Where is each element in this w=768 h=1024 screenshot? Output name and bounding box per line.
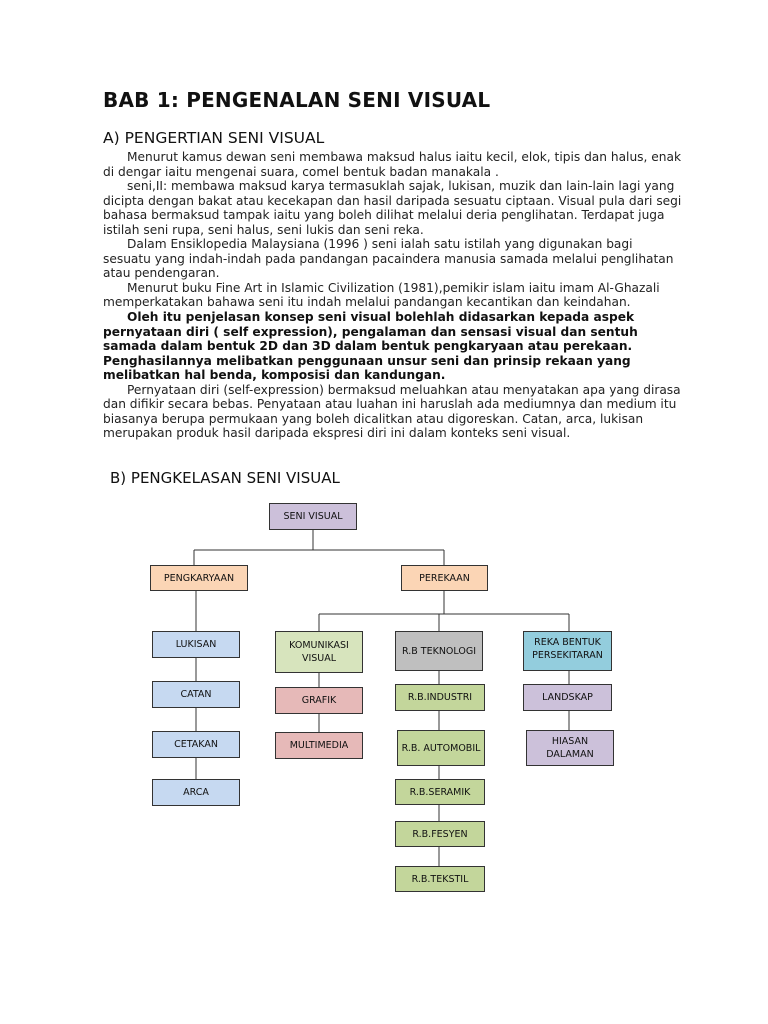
paragraph-ensiklopedia: Dalam Ensiklopedia Malaysiana (1996 ) seni ialah satu istilah yang digunakan bagi sesuatu yang indah-indah pada pandangan pacaindera manusia samada melalui penglihatan atau pendengaran.	[103, 237, 674, 281]
node-arca: ARCA	[152, 779, 240, 806]
node-hiasan-dalaman: HIASAN DALAMAN	[526, 730, 614, 766]
node-rb-teknologi: R.B TEKNOLOGI	[395, 631, 483, 671]
paragraph-kamus-dewan: Menurut kamus dewan seni membawa maksud halus iaitu kecil, elok, tipis dan halus, enak di dengar iaitu mengenai suara, comel bentuk badan manakala .	[103, 150, 682, 179]
section-a-heading: A) PENGERTIAN SENI VISUAL	[103, 129, 325, 147]
node-komunikasi-visual: KOMUNIKASI VISUAL	[275, 631, 363, 673]
node-seni-visual: SENI VISUAL	[269, 503, 357, 530]
node-reka-bentuk-persekitaran: REKA BENTUK PERSEKITARAN	[523, 631, 612, 671]
paragraph-seni-ii: seni,II: membawa maksud karya termasuklah sajak, lukisan, muzik dan lain-lain lagi yang dicipta dengan bakat atau kecekapan dan hasil daripada sesuatu ciptaan. Visual pula dari segi bahasa bermaksud tampak iaitu yang boleh dilihat melalui deria penglihatan. Terdapat juga istilah seni rupa, seni halus, seni lukis dan seni reka.	[103, 179, 682, 237]
paragraph-pernyataan-diri: Pernyataan diri (self-expression) bermaksud meluahkan atau menyatakan apa yang dirasa dan difikir secara bebas. Penyataan atau luahan ini haruslah ada mediumnya dan medium itu biasanya berupa permukaan yang boleh dicalitkan atau digoreskan. Catan, arca, lukisan merupakan produk hasil daripada ekspresi diri ini dalam konteks seni visual.	[103, 382, 681, 441]
node-catan: CATAN	[152, 681, 240, 708]
node-multimedia: MULTIMEDIA	[275, 732, 363, 759]
node-rb-seramik: R.B.SERAMIK	[395, 779, 485, 805]
node-rb-automobil: R.B. AUTOMOBIL	[397, 730, 485, 766]
paragraph-fine-art: Menurut buku Fine Art in Islamic Civilization (1981),pemikir islam iaitu imam Al-Ghazali memperkatakan bahawa seni itu indah melalui pandangan kecantikan dan keindahan.	[103, 280, 660, 310]
node-rb-industri: R.B.INDUSTRI	[395, 684, 485, 711]
paragraph-konsep-bold: Oleh itu penjelasan konsep seni visual bolehlah didasarkan kepada aspek pernyataan diri ( self expression), pengalaman dan sensasi visual dan sentuh samada dalam bentuk 2D dan 3D dalam bentuk pengkaryaan atau perekaan. Penghasilannya melibatkan penggunaan unsur seni dan prinsip rekaan yang melibatkan hal benda, komposisi dan kandungan.	[103, 310, 638, 383]
node-pengkaryaan: PENGKARYAAN	[150, 565, 248, 591]
page-title: BAB 1: PENGENALAN SENI VISUAL	[103, 88, 491, 112]
node-lukisan: LUKISAN	[152, 631, 240, 658]
node-cetakan: CETAKAN	[152, 731, 240, 758]
node-landskap: LANDSKAP	[523, 684, 612, 711]
section-a-body	[103, 150, 683, 441]
node-rb-tekstil: R.B.TEKSTIL	[395, 866, 485, 892]
node-rb-fesyen: R.B.FESYEN	[395, 821, 485, 847]
section-b-heading: B) PENGKELASAN SENI VISUAL	[110, 469, 340, 487]
node-grafik: GRAFIK	[275, 687, 363, 714]
node-perekaan: PEREKAAN	[401, 565, 488, 591]
